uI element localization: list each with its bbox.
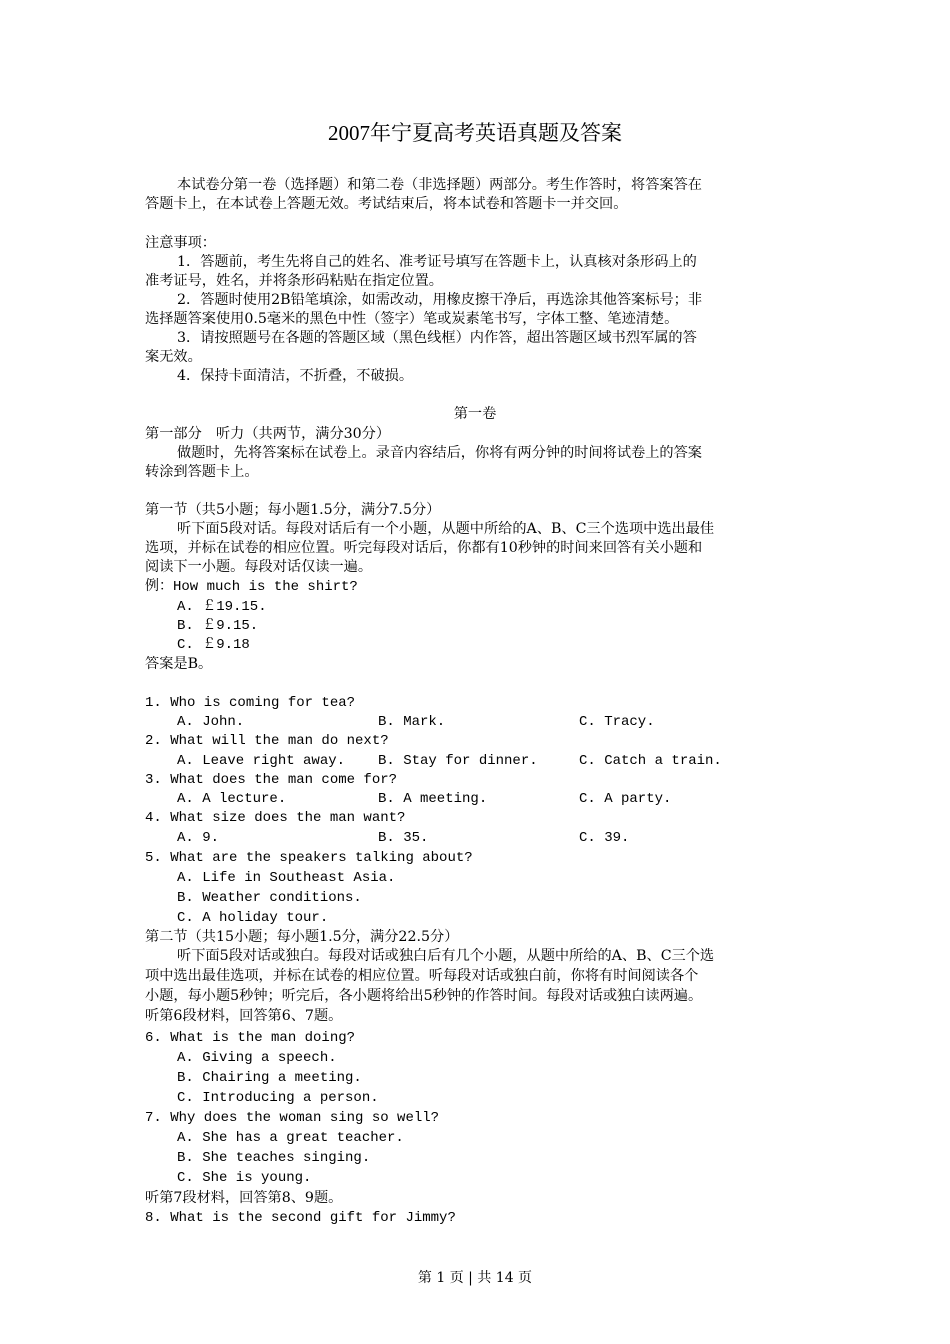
note-3a: 3．请按照题号在各题的答题区域（黑色线框）内作答，超出答题区域书烈军属的答 [177, 330, 697, 346]
question-5: 5. What are the speakers talking about? [145, 850, 473, 866]
question-7-option-a: A. She has a great teacher. [177, 1130, 404, 1146]
option-c: C. Catch a train. [579, 753, 722, 769]
document-title: 2007年宁夏高考英语真题及答案 [328, 121, 622, 145]
intro-line-2: 答题卡上，在本试卷上答题无效。考试结束后，将本试卷和答题卡一并交回。 [145, 196, 628, 212]
material-6-heading: 听第6段材料，回答第6、7题。 [145, 1008, 343, 1024]
option-a: A. Leave right away. [177, 753, 346, 769]
question-2: 2. What will the man do next? [145, 733, 389, 749]
section2-desc-1: 听下面5段对话或独白。每段对话或独白后有几个小题，从题中所给的A、B、C三个选 [177, 948, 715, 964]
example-answer: 答案是B。 [145, 656, 213, 672]
notes-heading: 注意事项： [145, 235, 216, 251]
section2-desc-2: 项中选出最佳选项，并标在试卷的相应位置。听每段对话或独白前，你将有时间阅读各个 [145, 968, 699, 984]
section2-heading: 第二节（共15小题；每小题1.5分，满分22.5分） [145, 929, 459, 945]
section2-desc-3: 小题，每小题5秒钟；听完后，各小题将给出5秒钟的作答时间。每段对话或独白读两遍。 [145, 988, 703, 1004]
question-7-option-c: C. She is young. [177, 1170, 312, 1186]
question-6-option-b: B. Chairing a meeting. [177, 1070, 362, 1086]
note-2b: 选择题答案使用0.5毫米的黑色中性（签字）笔或炭素笔书写，字体工整、笔迹清楚。 [145, 311, 679, 327]
note-2a: 2．答题时使用2B铅笔填涂，如需改动，用橡皮擦干净后，再选涂其他答案标号；非 [177, 292, 703, 308]
note-3b: 案无效。 [145, 349, 202, 365]
example-option-a: A. ￡19.15. [177, 599, 267, 615]
question-1: 1. Who is coming for tea? [145, 695, 356, 711]
option-b: B. Stay for dinner. [378, 753, 538, 769]
section1-desc-3: 阅读下一小题。每段对话仅读一遍。 [145, 559, 373, 575]
part1-desc-1: 做题时，先将答案标在试卷上。录音内容结后，你将有两分钟的时间将试卷上的答案 [177, 445, 702, 461]
option-b: B. A meeting. [378, 791, 488, 807]
option-c: C. 39. [579, 830, 630, 846]
section1-heading: 第一节（共5小题；每小题1.5分，满分7.5分） [145, 502, 441, 518]
question-6: 6. What is the man doing? [145, 1030, 356, 1046]
option-a: A. A lecture. [177, 791, 287, 807]
option-c: C. A party. [579, 791, 672, 807]
option-b: B. Mark. [378, 714, 446, 730]
example-option-c: C. ￡9.18 [177, 637, 250, 653]
page-footer: 第 1 页 | 共 14 页 [417, 1270, 533, 1286]
question-6-option-c: C. Introducing a person. [177, 1090, 379, 1106]
question-5-option-b: B. Weather conditions. [177, 890, 362, 906]
question-3: 3. What does the man come for? [145, 772, 398, 788]
question-4-options [177, 828, 737, 848]
question-5-option-a: A. Life in Southeast Asia. [177, 870, 396, 886]
question-3-options [177, 789, 737, 809]
option-a: A. 9. [177, 830, 220, 846]
note-1a: 1．答题前，考生先将自己的姓名、准考证号填写在答题卡上，认真核对条形码上的 [177, 254, 697, 270]
part1-heading: 第一部分 听力（共两节，满分30分） [145, 426, 391, 442]
example-option-b: B. ￡9.15. [177, 618, 259, 634]
question-7-option-b: B. She teaches singing. [177, 1150, 371, 1166]
question-5-option-c: C. A holiday tour. [177, 910, 329, 926]
intro-line-1: 本试卷分第一卷（选择题）和第二卷（非选择题）两部分。考生作答时，将答案答在 [177, 177, 702, 193]
option-a: A. John. [177, 714, 245, 730]
section1-desc-2: 选项，并标在试卷的相应位置。听完每段对话后，你都有10秒钟的时间来回答有关小题和 [145, 540, 703, 556]
question-4: 4. What size does the man want? [145, 810, 406, 826]
note-1b: 准考证号，姓名，并将条形码粘贴在指定位置。 [145, 273, 443, 289]
question-7: 7. Why does the woman sing so well? [145, 1110, 440, 1126]
example-question: 例：How much is the shirt? [145, 579, 358, 595]
option-c: C. Tracy. [579, 714, 655, 730]
question-8: 8. What is the second gift for Jimmy? [145, 1210, 456, 1226]
part1-desc-2: 转涂到答题卡上。 [145, 464, 259, 480]
section1-desc-1: 听下面5段对话。每段对话后有一个小题，从题中所给的A、B、C三个选项中选出最佳 [177, 521, 715, 537]
question-6-option-a: A. Giving a speech. [177, 1050, 337, 1066]
question-2-options [177, 751, 737, 771]
volume-heading: 第一卷 [453, 406, 497, 422]
note-4: 4．保持卡面清洁，不折叠，不破损。 [177, 368, 414, 384]
option-b: B. 35. [378, 830, 429, 846]
question-1-options [177, 712, 737, 732]
material-7-heading: 听第7段材料，回答第8、9题。 [145, 1190, 343, 1206]
